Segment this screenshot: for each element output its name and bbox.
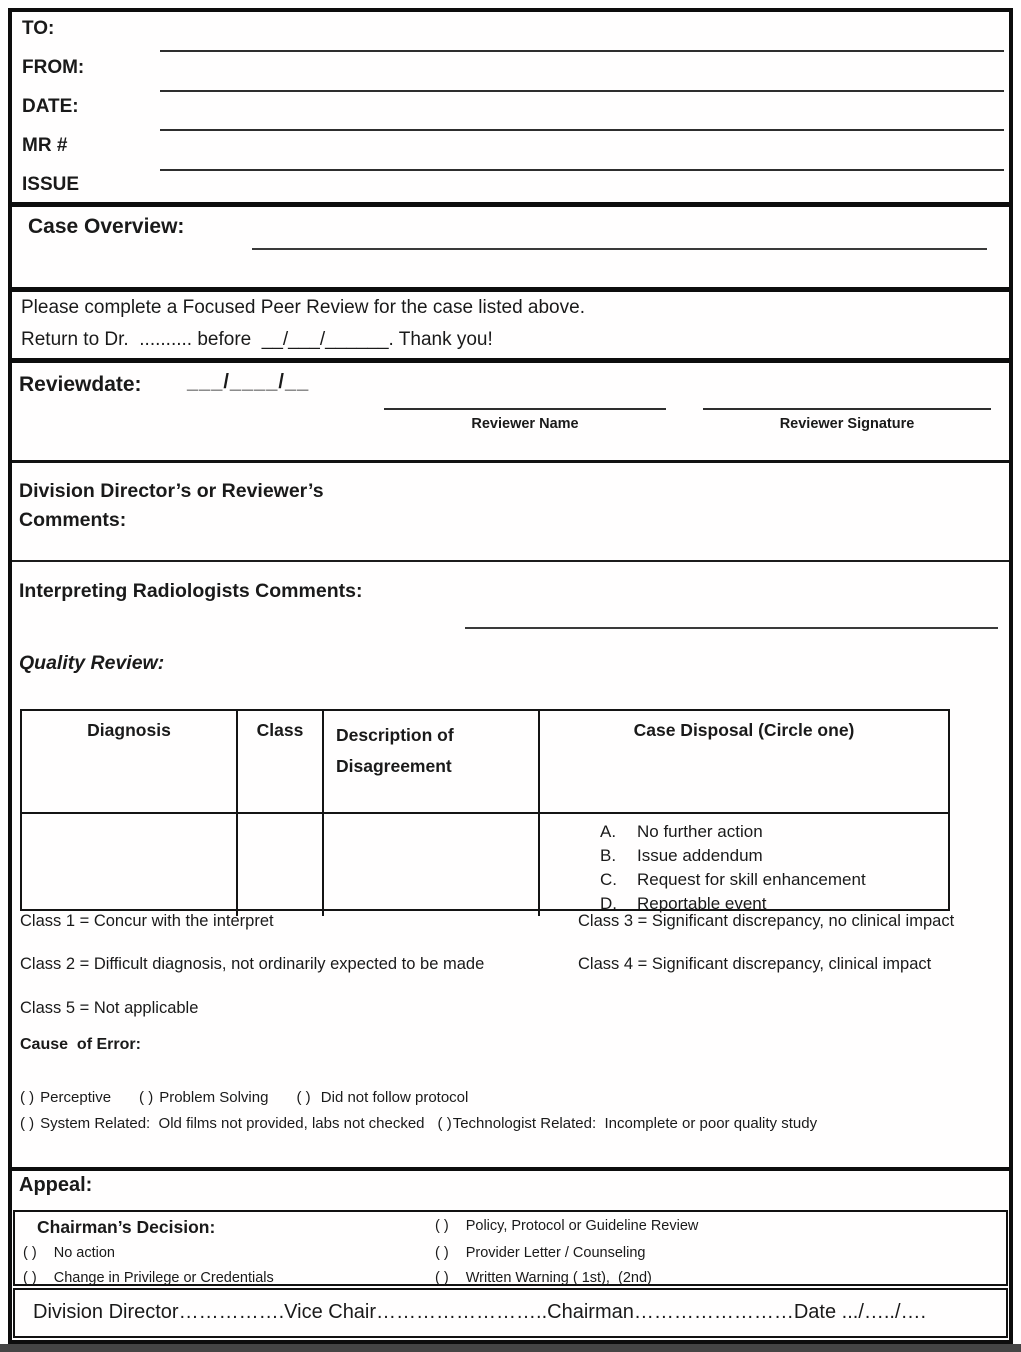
cause-of-error-row-2 <box>20 1115 1005 1132</box>
date-field-line[interactable] <box>160 129 1004 131</box>
from-field-line[interactable] <box>160 90 1004 92</box>
quality-review-table <box>20 709 950 911</box>
disposal-label: Issue addendum <box>637 846 763 865</box>
case-overview-section <box>12 207 1009 287</box>
decision-option-label: Policy, Protocol or Guideline Review <box>465 1218 699 1234</box>
decision-option-label: No action <box>53 1245 115 1261</box>
form-outer-border <box>8 8 1013 1344</box>
checkbox-system-related[interactable]: ( ) <box>20 1115 35 1132</box>
cause-option-label: Perceptive <box>40 1089 112 1106</box>
issue-label: ISSUE <box>22 174 80 195</box>
mr-number-field-line[interactable] <box>160 169 1004 171</box>
reviewer-signature-line[interactable] <box>703 408 991 410</box>
cause-option-label: Did not follow protocol <box>316 1089 469 1106</box>
class-2-definition: Class 2 = Difficult diagnosis, not ordinarily expected to be made <box>20 955 485 973</box>
class-4-definition: Class 4 = Significant discrepancy, clinical impact <box>578 955 932 973</box>
cause-option-perceptive <box>20 1089 111 1106</box>
disposal-letter: D. <box>600 894 617 913</box>
class-legend-row <box>20 955 1005 974</box>
radiologist-comments-line[interactable] <box>465 627 998 629</box>
checkbox-provider-letter[interactable]: ( ) <box>435 1245 449 1261</box>
cause-option-did-not-follow-protocol <box>296 1089 468 1106</box>
reviewer-name-label: Reviewer Name <box>471 416 579 432</box>
table-header-row <box>22 711 948 814</box>
disposal-option-a[interactable] <box>600 820 944 844</box>
description-cell[interactable] <box>324 814 540 916</box>
disposal-letter: B. <box>600 846 617 865</box>
decision-option-label: Provider Letter / Counseling <box>465 1245 646 1261</box>
decision-option-policy-review <box>435 1218 698 1234</box>
cause-option-system-related <box>20 1115 425 1132</box>
review-date-blank[interactable]: ___/____/__ <box>187 371 310 393</box>
case-disposal-cell <box>540 814 948 916</box>
date-label: DATE: <box>22 96 79 117</box>
checkbox-perceptive[interactable]: ( ) <box>20 1089 35 1106</box>
disposal-letter: C. <box>600 870 617 889</box>
cause-option-technologist-related <box>438 1115 818 1132</box>
case-overview-field-line[interactable] <box>252 248 987 250</box>
checkbox-privilege-change[interactable]: ( ) <box>23 1270 37 1286</box>
class-1-definition: Class 1 = Concur with the interpret <box>20 912 274 930</box>
chairman-decision-label: Chairman’s Decision: <box>37 1217 216 1237</box>
recipient-block <box>12 12 1009 202</box>
decision-option-written-warning <box>435 1270 652 1286</box>
diagnosis-cell[interactable] <box>22 814 238 916</box>
checkbox-technologist-related[interactable]: ( ) <box>437 1115 452 1132</box>
class-legend-row <box>20 999 1005 1018</box>
checkbox-did-not-follow-protocol[interactable]: ( ) <box>296 1089 311 1106</box>
class-5-definition: Class 5 = Not applicable <box>20 999 199 1017</box>
quality-review-section <box>12 562 1009 1167</box>
director-comments-label: Division Director’s or Reviewer’s Comments: <box>19 480 324 531</box>
to-field-line[interactable] <box>160 50 1004 52</box>
checkbox-written-warning[interactable]: ( ) <box>435 1270 449 1286</box>
cause-option-label: Technologist Related: Incomplete or poor quality study <box>452 1115 818 1132</box>
decision-option-privilege-change <box>23 1270 274 1286</box>
col-header-class: Class <box>238 711 324 812</box>
reviewer-signature-label: Reviewer Signature <box>779 416 915 432</box>
quality-review-label: Quality Review: <box>19 652 165 674</box>
checkbox-no-action[interactable]: ( ) <box>23 1245 37 1261</box>
chairman-decision-box <box>13 1210 1008 1286</box>
signoff-line[interactable]: Division Director…………….Vice Chair……………………..Chairman……………………Date .../…../…. <box>33 1301 927 1323</box>
decision-option-label: Change in Privilege or Credentials <box>53 1270 274 1286</box>
review-date-section <box>12 363 1009 460</box>
instruction-line-2: Return to Dr. .......... before __/___/______. Thank you! <box>21 329 493 350</box>
disposal-label: No further action <box>637 822 763 841</box>
reviewer-name-line[interactable] <box>384 408 666 410</box>
col-header-diagnosis: Diagnosis <box>22 711 238 812</box>
checkbox-policy-review[interactable]: ( ) <box>435 1218 449 1234</box>
col-header-description: Description of Disagreement <box>324 711 540 812</box>
review-date-label: Reviewdate: <box>19 373 142 396</box>
decision-option-provider-letter <box>435 1245 645 1261</box>
class-cell[interactable] <box>238 814 324 916</box>
disposal-letter: A. <box>600 822 617 841</box>
instruction-line-1: Please complete a Focused Peer Review for the case listed above. <box>21 297 585 318</box>
decision-option-no-action <box>23 1245 115 1261</box>
table-body-row <box>22 814 948 913</box>
cause-option-label: System Related: Old films not provided, labs not checked <box>40 1115 425 1132</box>
checkbox-problem-solving[interactable]: ( ) <box>139 1089 154 1106</box>
cause-of-error-label: Cause of Error: <box>20 1036 141 1053</box>
radiologist-comments-label: Interpreting Radiologists Comments: <box>19 580 363 602</box>
mr-number-label: MR # <box>22 135 68 156</box>
disposal-option-c[interactable] <box>600 868 944 892</box>
director-comments-section <box>12 463 1009 560</box>
instructions-section <box>12 292 1009 358</box>
cause-of-error-row-1 <box>20 1089 1005 1106</box>
cause-option-label: Problem Solving <box>159 1089 269 1106</box>
appeal-label: Appeal: <box>19 1174 93 1196</box>
signoff-box <box>13 1288 1008 1338</box>
disposal-label: Request for skill enhancement <box>637 870 866 889</box>
legend-blank <box>578 999 1005 1018</box>
decision-option-label: Written Warning ( 1st), (2nd) <box>465 1270 652 1286</box>
disposal-label: Reportable event <box>637 894 767 913</box>
case-overview-label: Case Overview: <box>28 215 185 238</box>
col-header-case-disposal: Case Disposal (Circle one) <box>633 720 855 740</box>
disposal-option-b[interactable] <box>600 844 944 868</box>
cause-option-problem-solving <box>139 1089 268 1106</box>
page-bottom-edge <box>0 1344 1021 1352</box>
from-label: FROM: <box>22 57 85 78</box>
appeal-section <box>12 1171 1009 1208</box>
class-legend-row <box>20 912 1005 931</box>
to-label: TO: <box>22 18 55 39</box>
class-3-definition: Class 3 = Significant discrepancy, no clinical impact <box>578 912 955 930</box>
